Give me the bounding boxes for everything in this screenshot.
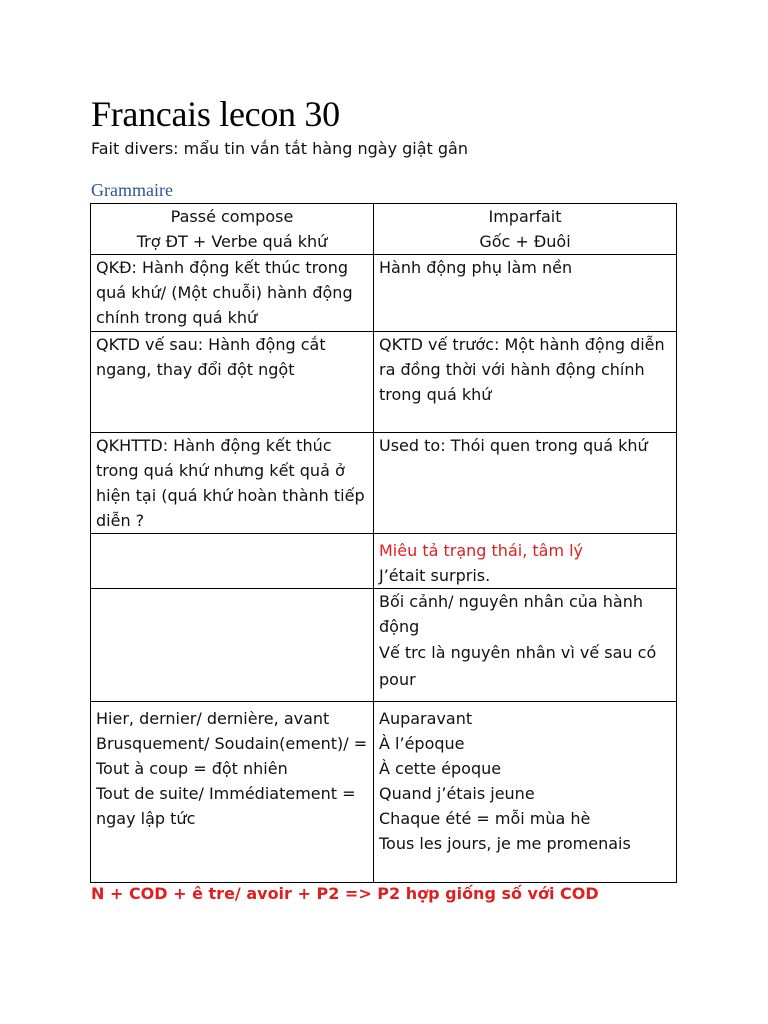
cell-text: À l’époque [379,734,465,753]
cell-text: À cette époque [379,759,502,778]
header-left-line: Trợ ĐT + Verbe quá khứ [136,232,328,251]
table-cell-right [374,702,677,883]
table-cell-right [374,589,677,702]
table-row [91,255,677,332]
cell-text: Bối cảnh/ nguyên nhân của hành động [379,592,643,636]
cell-text: Hier, dernier/ dernière, avant [96,709,330,728]
table-cell-left-empty [91,534,374,589]
page-subtitle: Fait divers: mẩu tin vắn tắt hàng ngày giật gân [91,139,468,158]
header-right-line: Gốc + Đuôi [479,232,571,251]
cell-text-red: Miêu tả trạng thái, tâm lý [379,541,584,560]
cell-text: Tout de suite/ Immédiatement = ngay lập tức [96,784,356,828]
table-cell-right [374,534,677,589]
table-cell-left [91,332,374,433]
table-header-row [91,204,677,255]
header-left-line: Passé compose [170,207,294,226]
header-right-line: Imparfait [488,207,562,226]
grammar-table [90,203,677,883]
table-row [91,332,677,433]
cell-text: Hành động phụ làm nền [379,258,573,277]
table-row [91,534,677,589]
table-cell-right [374,433,677,534]
table-row [91,589,677,702]
cell-text: QKĐ: Hành động kết thúc trong quá khứ/ (Một chuỗi) hành động chính trong quá khứ [96,258,353,327]
cell-text: Tous les jours, je me promenais [379,834,631,853]
header-passe-compose [91,204,374,255]
table-cell-left-empty [91,589,374,702]
header-imparfait [374,204,677,255]
cell-text: Chaque été = mỗi mùa hè [379,809,591,828]
table-cell-right [374,255,677,332]
cell-text: Auparavant [379,709,473,728]
table-row [91,702,677,883]
table-cell-left [91,255,374,332]
cell-text: Used to: Thói quen trong quá khứ [379,436,648,455]
agreement-rule: N + COD + ê tre/ avoir + P2 => P2 hợp giống số với COD [91,884,599,903]
cell-text: J’était surpris. [379,566,491,585]
table-cell-left [91,702,374,883]
cell-text: Quand j’étais jeune [379,784,535,803]
cell-text: QKTD vế sau: Hành động cắt ngang, thay đổi đột ngột [96,335,326,379]
cell-text: QKTD vế trước: Một hành động diễn ra đồng thời với hành động chính trong quá khứ [379,335,665,404]
cell-text: QKHTTD: Hành động kết thúc trong quá khứ nhưng kết quả ở hiện tại (quá khứ hoàn thành tiếp diễn ? [96,436,365,530]
page-title: Francais lecon 30 [91,94,340,134]
cell-text: Vế trc là nguyên nhân vì vế sau có pour [379,643,657,689]
table-cell-left [91,433,374,534]
cell-text: Brusquement/ Soudain(ement)/ = Tout à coup = đột nhiên [96,734,368,778]
section-heading-grammaire: Grammaire [91,180,173,200]
table-row [91,433,677,534]
table-cell-right [374,332,677,433]
